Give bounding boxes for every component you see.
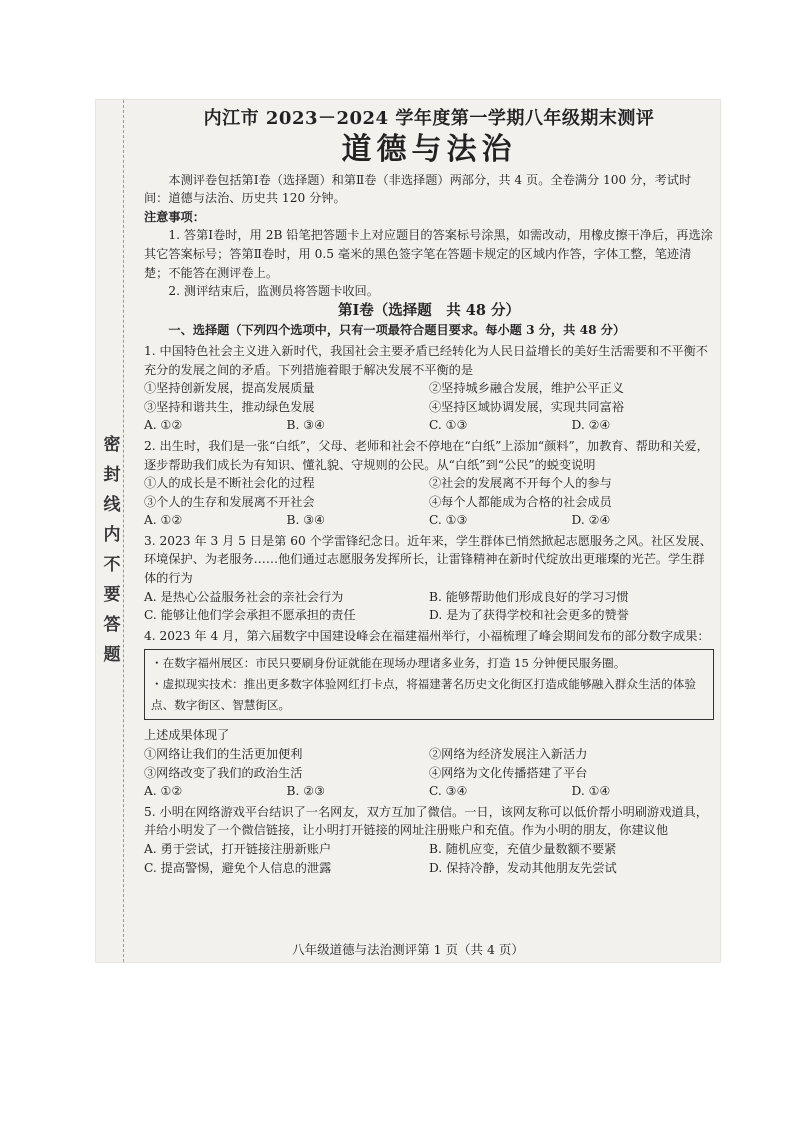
statement-item: ①人的成长是不断社会化的过程 [144,476,315,491]
choice-b: B. 随机应变，充值少量数额不要紧 [429,842,617,856]
question-3 [144,532,714,625]
binding-notice: 密封线内不要答题 [103,435,121,665]
question-prompt: 上述成果体现了 [144,728,230,743]
question-4 [144,627,714,801]
statement-item: ①坚持创新发展，提高发展质量 [144,381,315,396]
question-stem: 1. 中国特色社会主义进入新时代，我国社会主要矛盾已经转化为人民日益增长的美好生活需要和不平衡不充分的发展之间的矛盾。下列措施着眼于解决发展不平衡的是 [144,343,708,377]
choice-c: C. 能够让他们学会承担不愿承担的责任 [144,608,356,623]
statement-item: ③个人的生存和发展离不开社会 [144,494,315,509]
choice-d: D. ①④ [571,784,611,799]
statement-item: ③网络改变了我们的政治生活 [144,765,303,780]
choice-c: C. ①③ [429,513,468,528]
choice-b: B. 能够帮助他们形成良好的学习习惯 [429,589,629,604]
statement-item: ①网络让我们的生活更加便利 [144,747,303,762]
exam-paper [96,100,720,962]
choice-d: D. ②④ [571,513,611,528]
question-stem: 3. 2023 年 3 月 5 日是第 60 个学雷锋纪念日。近年来，学生群体已悄然掀起志愿服务之风。社区发展、环境保护、为老服务……他们通过志愿服务发挥所长，让雷锋精神在新时代绽放出更璀璨的光芒。学生群体的行为 [144,533,712,586]
choice-d: D. 是为了获得学校和社会更多的赞誉 [429,608,629,623]
choice-a: A. 勇于尝试，打开链接注册新账户 [144,842,332,856]
material-item: ・虚拟现实技术：推出更多数字体验网红打卡点，将福建著名历史文化街区打造成能够融入群众生活的体验点、数字街区、智慧街区。 [151,677,696,713]
statement-item: ②社会的发展离不开每个人的参与 [429,476,612,491]
question-1 [144,342,714,435]
choice-b: B. ②③ [286,784,326,799]
question-stem: 5. 小明在网络游戏平台结识了一名网友，双方互加了微信。一日，该网友称可以低价帮小明刷游戏道具，并给小明发了一个微信链接，让小明打开链接的网址注册账户和充值。作为小明的朋友，你建议他 [144,804,708,838]
choice-c: C. 提高警惕，避免个人信息的泄露 [144,860,332,875]
notice-item-2: 2. 测评结束后，监测员将答题卡收回。 [168,284,379,299]
statement-item: ④坚持区域协调发展，实现共同富裕 [429,399,624,414]
notice-item-1: 1. 答第Ⅰ卷时，用 2B 铅笔把答题卡上对应题目的答案标号涂黑，如需改动，用橡皮擦干净后，再选涂其它答案标号；答第Ⅱ卷时，用 0.5 毫米的黑色签字笔在答题卡规定的区域内作答，字体工整，笔迹清楚；不能答在测评卷上。 [144,228,713,280]
choice-d: D. 保持冷静，发动其他朋友先尝试 [429,860,617,875]
page-footer: 八年级道德与法治测评第 1 页（共 4 页） [292,942,524,957]
choice-a: A. 是热心公益服务社会的亲社会行为 [144,589,344,604]
section-heading: 一、选择题（下列四个选项中，只有一项最符合题目要求。每小题 3 分，共 48 分） [168,323,626,338]
question-stem: 2. 出生时，我们是一张“白纸”，父母、老师和社会不停地在“白纸”上添加“颜料”，加教育、帮助和关爱，逐步帮助我们成长为有知识、懂礼貌、守规则的公民。从“白纸”到“公民”的蜕变说明 [144,438,709,472]
choice-c: C. ①③ [429,418,468,433]
choice-b: B. ③④ [286,513,326,528]
statement-item: ④每个人都能成为合格的社会成员 [429,494,612,509]
exam-title: 内江市 2023－2024 学年度第一学期八年级期末测评 [203,108,655,129]
material-box [144,649,714,720]
question-stem: 4. 2023 年 4 月，第六届数字中国建设峰会在福建福州举行，小福梳理了峰会期间发布的部分数字成果： [144,628,710,643]
statement-item: ④网络为文化传播搭建了平台 [429,765,588,780]
exam-content [144,110,714,877]
section-title: 第Ⅰ卷（选择题 共 48 分） [337,301,521,319]
question-5 [144,803,714,877]
subject-title: 道德与法治 [341,131,517,167]
statement-item: ②网络为经济发展注入新活力 [429,747,588,762]
choice-b: B. ③④ [286,418,326,433]
material-item: ・在数字福州展区：市民只要刷身份证就能在现场办理诸多业务，打造 15 分钟便民服务圈。 [151,656,626,671]
notice-title: 注意事项： [144,209,205,224]
question-2 [144,437,714,530]
statement-item: ③坚持和谐共生，推动绿色发展 [144,399,315,414]
choice-a: A. ①② [144,784,183,799]
statement-item: ②坚持城乡融合发展，维护公平正义 [429,381,624,396]
choice-c: C. ③④ [429,784,468,799]
binding-margin [96,100,128,962]
choice-a: A. ①② [144,513,183,528]
choice-a: A. ①② [144,418,183,433]
choice-d: D. ②④ [571,418,611,433]
intro-text: 本测评卷包括第Ⅰ卷（选择题）和第Ⅱ卷（非选择题）两部分，共 4 页。全卷满分 100 分，考试时间：道德与法治、历史共 120 分钟。 [144,172,692,206]
